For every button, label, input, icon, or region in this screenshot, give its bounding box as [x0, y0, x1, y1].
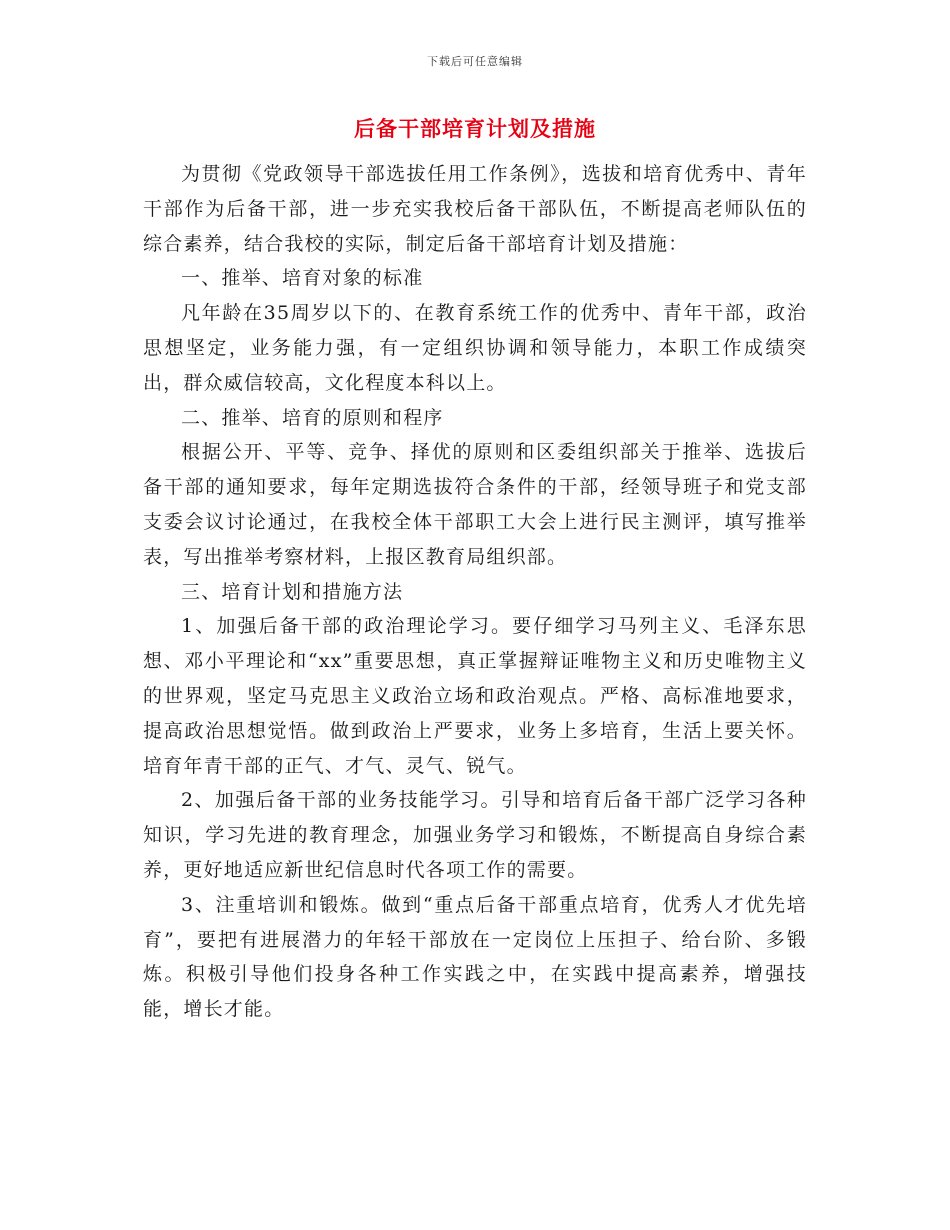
section-heading-3: 三、培育计划和措施方法	[181, 580, 404, 603]
paragraph-measure-3: 3、注重培训和锻炼。做到“重点后备干部重点培育，优秀人才优先培育”，要把有进展潜力的年轻干部放在一定岗位上压担子、给台阶、多锻炼。积极引导他们投身各种工作实践之中，在实践中提高素养，增强技能，增长才能。	[143, 893, 807, 1021]
paragraph-intro: 为贯彻《党政领导干部选拔任用工作条例》，选拔和培育优秀中、青年干部作为后备干部，进一步充实我校后备干部队伍，不断提高老师队伍的综合素养，结合我校的实际，制定后备干部培育计划及措施：	[143, 163, 807, 255]
paragraph-procedure: 根据公开、平等、竞争、择优的原则和区委组织部关于推举、选拔后备干部的通知要求，每年定期选拔符合条件的干部，经领导班子和党支部支委会议讨论通过，在我校全体干部职工大会上进行民主测评，填写推举表，写出推举考察材料，上报区教育局组织部。	[143, 441, 807, 568]
header-note: 下载后可任意编辑	[427, 55, 523, 68]
document-body	[143, 157, 807, 1027]
section-heading-2: 二、推举、培育的原则和程序	[181, 406, 444, 429]
paragraph-measure-1: 1、加强后备干部的政治理论学习。要仔细学习马列主义、毛泽东思想、邓小平理论和“xx”重要思想，真正掌握辩证唯物主义和历史唯物主义的世界观，坚定马克思主义政治立场和政治观点。严格、高标准地要求，提高政治思想觉悟。做到政治上严要求，业务上多培育，生活上要关怀。培育年青干部的正气、才气、灵气、锐气。	[143, 615, 807, 777]
section-heading-1: 一、推举、培育对象的标准	[181, 267, 424, 290]
paragraph-measure-2: 2、加强后备干部的业务技能学习。引导和培育后备干部广泛学习各种知识，学习先进的教育理念，加强业务学习和锻炼，不断提高自身综合素养，更好地适应新世纪信息时代各项工作的需要。	[143, 789, 807, 881]
paragraph-standards: 凡年龄在35周岁以下的、在教育系统工作的优秀中、青年干部，政治思想坚定，业务能力强，有一定组织协调和领导能力，本职工作成绩突出，群众威信较高，文化程度本科以上。	[143, 302, 807, 394]
document-title: 后备干部培育计划及措施	[354, 117, 596, 141]
